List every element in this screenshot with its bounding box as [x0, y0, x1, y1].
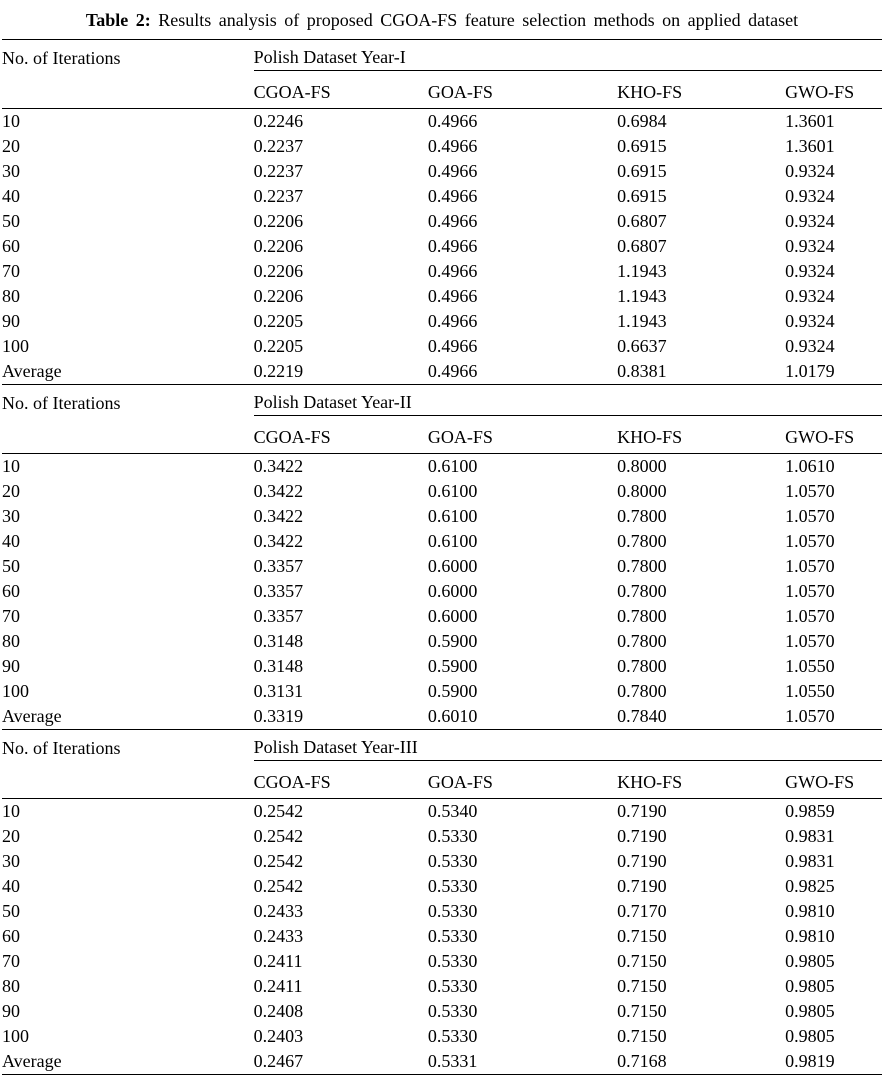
- value-cell: 1.0570: [785, 631, 835, 651]
- value-cell: 0.3357: [253, 606, 304, 626]
- value-cell: 0.7800: [617, 506, 667, 526]
- method-header: GWO-FS: [785, 761, 882, 799]
- value-cell: 0.6100: [427, 481, 478, 501]
- value-cell: 0.3131: [253, 681, 304, 701]
- table-row: [2, 824, 882, 849]
- iteration-cell: 60: [2, 926, 20, 946]
- value-cell: 0.7170: [617, 901, 667, 921]
- value-cell: 0.2205: [253, 336, 304, 356]
- value-cell: 0.2403: [253, 1026, 304, 1046]
- iterations-header: No. of Iterations: [2, 47, 121, 68]
- table-row: [2, 259, 882, 284]
- value-cell: 0.7800: [617, 606, 667, 626]
- value-cell: 0.7150: [617, 1026, 667, 1046]
- method-header: GWO-FS: [785, 416, 882, 454]
- iteration-cell: 30: [2, 506, 20, 526]
- method-header: GOA-FS: [428, 71, 617, 109]
- table-row: [2, 529, 882, 554]
- value-cell: 0.5330: [427, 926, 478, 946]
- iteration-cell: 100: [2, 1026, 29, 1046]
- value-cell: 0.8000: [617, 481, 667, 501]
- iteration-cell: Average: [2, 361, 62, 381]
- value-cell: 0.7150: [617, 976, 667, 996]
- table-row: [2, 679, 882, 704]
- table-row: [2, 974, 882, 999]
- value-cell: 0.4966: [427, 311, 478, 331]
- value-cell: 0.2433: [253, 901, 304, 921]
- iteration-cell: 80: [2, 286, 20, 306]
- value-cell: 0.7150: [617, 1001, 667, 1021]
- value-cell: 0.3422: [253, 456, 304, 476]
- value-cell: 1.0570: [785, 556, 835, 576]
- value-cell: 0.8000: [617, 456, 667, 476]
- iterations-header: No. of Iterations: [2, 392, 121, 413]
- value-cell: 0.6915: [617, 161, 667, 181]
- table-row: [2, 71, 882, 109]
- value-cell: 0.7168: [617, 1051, 667, 1071]
- value-cell: 0.2206: [253, 261, 304, 281]
- value-cell: 0.9859: [785, 801, 835, 821]
- value-cell: 1.1943: [617, 261, 667, 281]
- value-cell: 0.3422: [253, 506, 304, 526]
- value-cell: 0.6100: [427, 456, 478, 476]
- table-row: [2, 999, 882, 1024]
- value-cell: 0.6984: [617, 111, 667, 131]
- value-cell: 1.0570: [785, 606, 835, 626]
- value-cell: 0.4966: [427, 136, 478, 156]
- table-row: [2, 184, 882, 209]
- spacer-cell: [2, 761, 254, 799]
- method-header: GOA-FS: [428, 416, 617, 454]
- value-cell: 0.9324: [785, 261, 835, 281]
- table-caption-text: Results analysis of proposed CGOA-FS feature selection methods on applied dataset: [158, 10, 799, 30]
- value-cell: 0.7190: [617, 876, 667, 896]
- table-row: [2, 629, 882, 654]
- value-cell: 1.0570: [785, 531, 835, 551]
- iteration-cell: 70: [2, 606, 20, 626]
- table-row: [2, 654, 882, 679]
- method-header: CGOA-FS: [254, 761, 428, 799]
- method-header: KHO-FS: [617, 416, 785, 454]
- value-cell: 0.5330: [427, 976, 478, 996]
- value-cell: 0.7190: [617, 801, 667, 821]
- results-table-year-3: [2, 729, 882, 1075]
- value-cell: 0.9810: [785, 926, 835, 946]
- value-cell: 0.5330: [427, 876, 478, 896]
- value-cell: 0.8381: [617, 361, 667, 381]
- table-row: [2, 40, 882, 71]
- value-cell: 0.9805: [785, 951, 835, 971]
- value-cell: 0.7800: [617, 531, 667, 551]
- value-cell: 0.5330: [427, 1026, 478, 1046]
- value-cell: 0.3148: [253, 631, 304, 651]
- value-cell: 0.7800: [617, 656, 667, 676]
- iteration-cell: 90: [2, 311, 20, 331]
- value-cell: 0.7800: [617, 581, 667, 601]
- table-row: [2, 454, 882, 480]
- value-cell: 0.4966: [427, 336, 478, 356]
- value-cell: 0.9819: [785, 1051, 835, 1071]
- table-row: [2, 704, 882, 729]
- value-cell: 0.9324: [785, 311, 835, 331]
- iteration-cell: 40: [2, 186, 20, 206]
- value-cell: 0.6000: [427, 556, 478, 576]
- value-cell: 1.1943: [617, 311, 667, 331]
- value-cell: 0.5330: [427, 826, 478, 846]
- value-cell: 0.4966: [427, 286, 478, 306]
- table-row: [2, 874, 882, 899]
- iteration-cell: 20: [2, 826, 20, 846]
- value-cell: 0.2408: [253, 1001, 304, 1021]
- value-cell: 0.3148: [253, 656, 304, 676]
- iteration-cell: 60: [2, 581, 20, 601]
- table-row: [2, 159, 882, 184]
- value-cell: 0.9324: [785, 236, 835, 256]
- value-cell: 0.2542: [253, 826, 304, 846]
- value-cell: 0.7800: [617, 631, 667, 651]
- value-cell: 0.4966: [427, 261, 478, 281]
- table-row: [2, 109, 882, 135]
- iteration-cell: 50: [2, 211, 20, 231]
- value-cell: 0.2467: [253, 1051, 304, 1071]
- value-cell: 1.0550: [785, 681, 835, 701]
- value-cell: 0.2542: [253, 876, 304, 896]
- iterations-header: No. of Iterations: [2, 737, 121, 758]
- iteration-cell: 50: [2, 901, 20, 921]
- method-header: GWO-FS: [785, 71, 882, 109]
- value-cell: 0.2206: [253, 236, 304, 256]
- dataset-header: Polish Dataset Year-II: [254, 385, 882, 416]
- value-cell: 1.1943: [617, 286, 667, 306]
- value-cell: 0.4966: [427, 361, 478, 381]
- iteration-cell: Average: [2, 706, 62, 726]
- value-cell: 0.9805: [785, 1026, 835, 1046]
- iteration-cell: 90: [2, 656, 20, 676]
- value-cell: 0.7840: [617, 706, 667, 726]
- value-cell: 0.6000: [427, 581, 478, 601]
- value-cell: 0.2206: [253, 286, 304, 306]
- iteration-cell: 50: [2, 556, 20, 576]
- iteration-cell: 100: [2, 681, 29, 701]
- value-cell: 0.3357: [253, 556, 304, 576]
- method-header: CGOA-FS: [254, 71, 428, 109]
- iteration-cell: 20: [2, 481, 20, 501]
- value-cell: 0.9324: [785, 186, 835, 206]
- value-cell: 0.5330: [427, 901, 478, 921]
- value-cell: 0.2219: [253, 361, 304, 381]
- value-cell: 1.0610: [785, 456, 835, 476]
- value-cell: 1.0570: [785, 706, 835, 726]
- spacer-cell: [2, 71, 254, 109]
- value-cell: 0.5340: [427, 801, 478, 821]
- value-cell: 0.9831: [785, 851, 835, 871]
- table-row: [2, 134, 882, 159]
- value-cell: 0.5900: [427, 681, 478, 701]
- value-cell: 0.7190: [617, 851, 667, 871]
- iteration-cell: 70: [2, 951, 20, 971]
- table-row: [2, 416, 882, 454]
- value-cell: 0.2542: [253, 801, 304, 821]
- iteration-cell: 60: [2, 236, 20, 256]
- value-cell: 0.5900: [427, 656, 478, 676]
- value-cell: 0.7190: [617, 826, 667, 846]
- table-row: [2, 554, 882, 579]
- table-row: [2, 849, 882, 874]
- value-cell: 0.3422: [253, 481, 304, 501]
- iteration-cell: 80: [2, 976, 20, 996]
- value-cell: 0.2411: [253, 951, 303, 971]
- value-cell: 1.0550: [785, 656, 835, 676]
- value-cell: 0.6637: [617, 336, 667, 356]
- iteration-cell: 70: [2, 261, 20, 281]
- iteration-cell: 40: [2, 531, 20, 551]
- table-caption-label: Table 2:: [85, 10, 151, 30]
- value-cell: 0.2237: [253, 136, 304, 156]
- table-row: [2, 504, 882, 529]
- iteration-cell: 100: [2, 336, 29, 356]
- table-row: [2, 949, 882, 974]
- method-header: GOA-FS: [428, 761, 617, 799]
- table-row: [2, 284, 882, 309]
- value-cell: 0.9324: [785, 161, 835, 181]
- table-row: [2, 234, 882, 259]
- iteration-cell: 10: [2, 456, 20, 476]
- table-row: [2, 479, 882, 504]
- table-row: [2, 604, 882, 629]
- value-cell: 0.9831: [785, 826, 835, 846]
- table-row: [2, 309, 882, 334]
- value-cell: 0.6100: [427, 531, 478, 551]
- table-row: [2, 209, 882, 234]
- iteration-cell: 80: [2, 631, 20, 651]
- value-cell: 0.9805: [785, 1001, 835, 1021]
- value-cell: 1.0570: [785, 506, 835, 526]
- table-row: [2, 579, 882, 604]
- value-cell: 0.4966: [427, 111, 478, 131]
- table-row: [2, 1024, 882, 1049]
- value-cell: 0.7150: [617, 951, 667, 971]
- value-cell: 1.0179: [785, 361, 835, 381]
- table-row: [2, 334, 882, 359]
- results-table-year-2: [2, 384, 882, 729]
- value-cell: 1.3601: [785, 111, 835, 131]
- value-cell: 0.5331: [427, 1051, 478, 1071]
- value-cell: 0.4966: [427, 236, 478, 256]
- value-cell: 0.2237: [253, 186, 304, 206]
- value-cell: 0.9324: [785, 211, 835, 231]
- table-row: [2, 730, 882, 761]
- value-cell: 0.2542: [253, 851, 304, 871]
- value-cell: 0.2411: [253, 976, 303, 996]
- value-cell: 0.6915: [617, 136, 667, 156]
- value-cell: 0.4966: [427, 186, 478, 206]
- value-cell: 0.9324: [785, 336, 835, 356]
- iteration-cell: 10: [2, 801, 20, 821]
- iteration-cell: 40: [2, 876, 20, 896]
- dataset-header: Polish Dataset Year-III: [254, 730, 882, 761]
- table-row: [2, 924, 882, 949]
- value-cell: 1.0570: [785, 481, 835, 501]
- value-cell: 0.6915: [617, 186, 667, 206]
- spacer-cell: [2, 416, 254, 454]
- value-cell: 0.4966: [427, 211, 478, 231]
- method-header: KHO-FS: [617, 71, 785, 109]
- value-cell: 0.9805: [785, 976, 835, 996]
- table-row: [2, 899, 882, 924]
- iteration-cell: 10: [2, 111, 20, 131]
- table-row: [2, 385, 882, 416]
- table-row: [2, 799, 882, 825]
- value-cell: 0.6000: [427, 606, 478, 626]
- table-row: [2, 359, 882, 384]
- value-cell: 0.5330: [427, 1001, 478, 1021]
- value-cell: 0.9825: [785, 876, 835, 896]
- value-cell: 0.4966: [427, 161, 478, 181]
- value-cell: 0.5330: [427, 851, 478, 871]
- value-cell: 0.5900: [427, 631, 478, 651]
- value-cell: 0.6807: [617, 236, 667, 256]
- value-cell: 0.3357: [253, 581, 304, 601]
- value-cell: 0.7150: [617, 926, 667, 946]
- value-cell: 0.6100: [427, 506, 478, 526]
- value-cell: 0.2246: [253, 111, 304, 131]
- iteration-cell: 90: [2, 1001, 20, 1021]
- iteration-cell: Average: [2, 1051, 62, 1071]
- iteration-cell: 30: [2, 851, 20, 871]
- value-cell: 0.2237: [253, 161, 304, 181]
- iteration-cell: 30: [2, 161, 20, 181]
- value-cell: 0.5330: [427, 951, 478, 971]
- table-row: [2, 1049, 882, 1075]
- method-header: CGOA-FS: [254, 416, 428, 454]
- value-cell: 0.2433: [253, 926, 304, 946]
- value-cell: 0.9810: [785, 901, 835, 921]
- value-cell: 1.0570: [785, 581, 835, 601]
- value-cell: 0.7800: [617, 556, 667, 576]
- value-cell: 0.3319: [253, 706, 304, 726]
- dataset-header: Polish Dataset Year-I: [254, 40, 882, 71]
- value-cell: 0.7800: [617, 681, 667, 701]
- method-header: KHO-FS: [617, 761, 785, 799]
- iteration-cell: 20: [2, 136, 20, 156]
- results-table-year-1: [2, 39, 882, 384]
- value-cell: 0.3422: [253, 531, 304, 551]
- value-cell: 0.6807: [617, 211, 667, 231]
- value-cell: 1.3601: [785, 136, 835, 156]
- value-cell: 0.2206: [253, 211, 304, 231]
- table-caption: [2, 6, 882, 39]
- value-cell: 0.9324: [785, 286, 835, 306]
- table-row: [2, 761, 882, 799]
- value-cell: 0.6010: [427, 706, 478, 726]
- value-cell: 0.2205: [253, 311, 304, 331]
